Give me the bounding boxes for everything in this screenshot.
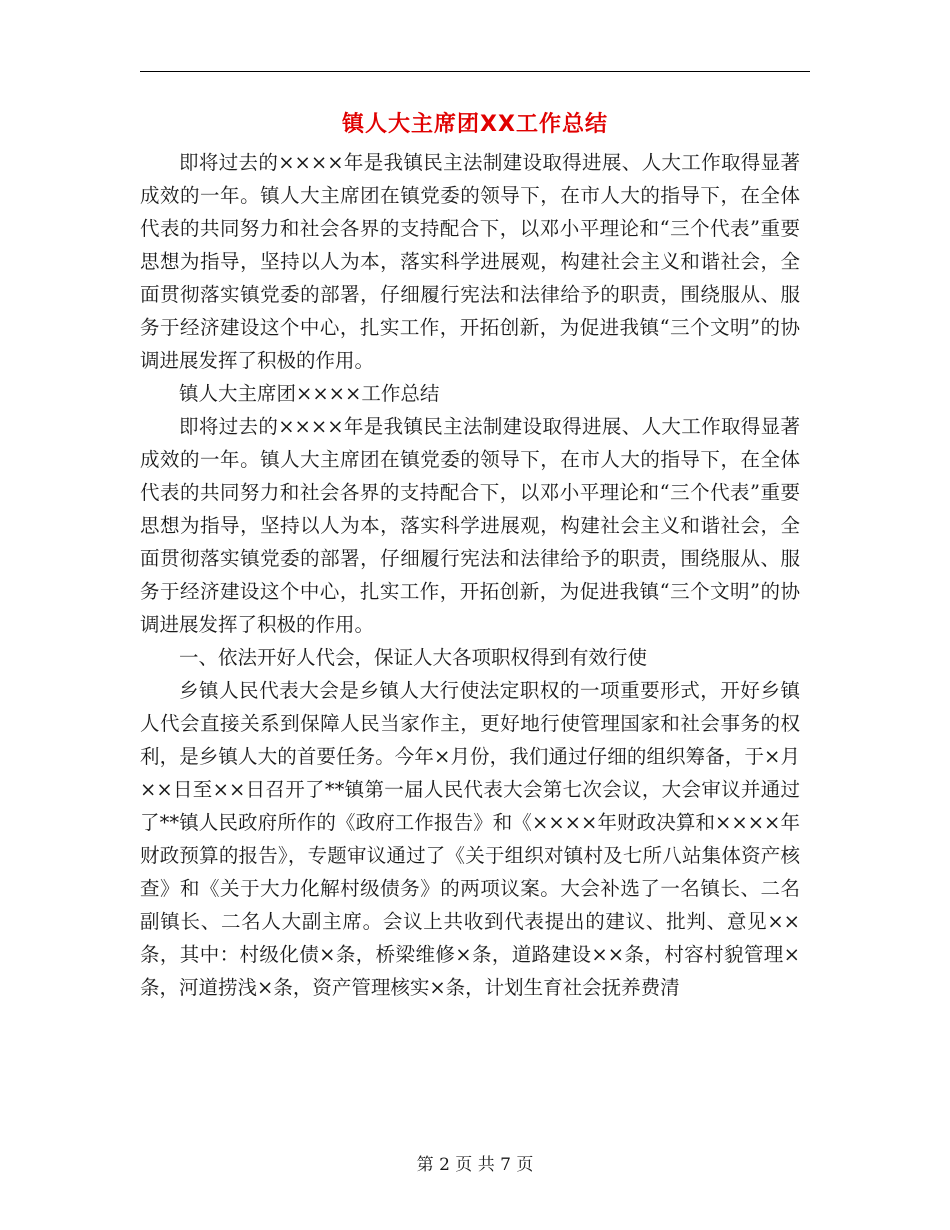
paragraph: 即将过去的××××年是我镇民主法制建设取得进展、人大工作取得显著成效的一年。镇人大主席团在镇党委的领导下，在市人大的指导下，在全体代表的共同努力和社会各界的支持配合下，以邓小平理论和“三个代表”重要思想为指导，坚持以人为本，落实科学进展观，构建社会主义和谐社会，全面贯彻落实镇党委的部署，仔细履行宪法和法律给予的职责，围绕服从、服务于经济建设这个中心，扎实工作，开拓创新，为促进我镇“三个文明”的协调进展发挥了积极的作用。 bbox=[140, 151, 800, 372]
page-number: 第 2 页 共 7 页 bbox=[416, 1155, 534, 1175]
header-rule bbox=[140, 71, 810, 72]
paragraph: 镇人大主席团××××工作总结 bbox=[179, 382, 440, 405]
paragraph: 即将过去的××××年是我镇民主法制建设取得进展、人大工作取得显著成效的一年。镇人大主席团在镇党委的领导下，在市人大的指导下，在全体代表的共同努力和社会各界的支持配合下，以邓小平理论和“三个代表”重要思想为指导，坚持以人为本，落实科学进展观，构建社会主义和谐社会，全面贯彻落实镇党委的部署，仔细履行宪法和法律给予的职责，围绕服从、服务于经济建设这个中心，扎实工作，开拓创新，为促进我镇“三个文明”的协调进展发挥了积极的作用。 bbox=[140, 415, 800, 636]
section-heading: 一、依法开好人代会，保证人大各项职权得到有效行使 bbox=[179, 646, 648, 669]
paragraph: 乡镇人民代表大会是乡镇人大行使法定职权的一项重要形式，开好乡镇人代会直接关系到保障人民当家作主，更好地行使管理国家和社会事务的权利，是乡镇人大的首要任务。今年×月份，我们通过仔细的组织筹备，于×月××日至××日召开了**镇第一届人民代表大会第七次会议，大会审议并通过了**镇人民政府所作的《政府工作报告》和《××××年财政决算和××××年财政预算的报告》，专题审议通过了《关于组织对镇村及七所八站集体资产核查》和《关于大力化解村级债务》的两项议案。大会补选了一名镇长、二名副镇长、二名人大副主席。会议上共收到代表提出的建议、批判、意见××条，其中：村级化债×条，桥梁维修×条，道路建设××条，村容村貌管理×条，河道捞浅×条，资产管理核实×条，计划生育社会抚养费清 bbox=[140, 679, 800, 999]
document-title: 镇人大主席团XX工作总结 bbox=[342, 112, 608, 137]
document-body bbox=[140, 146, 800, 1004]
